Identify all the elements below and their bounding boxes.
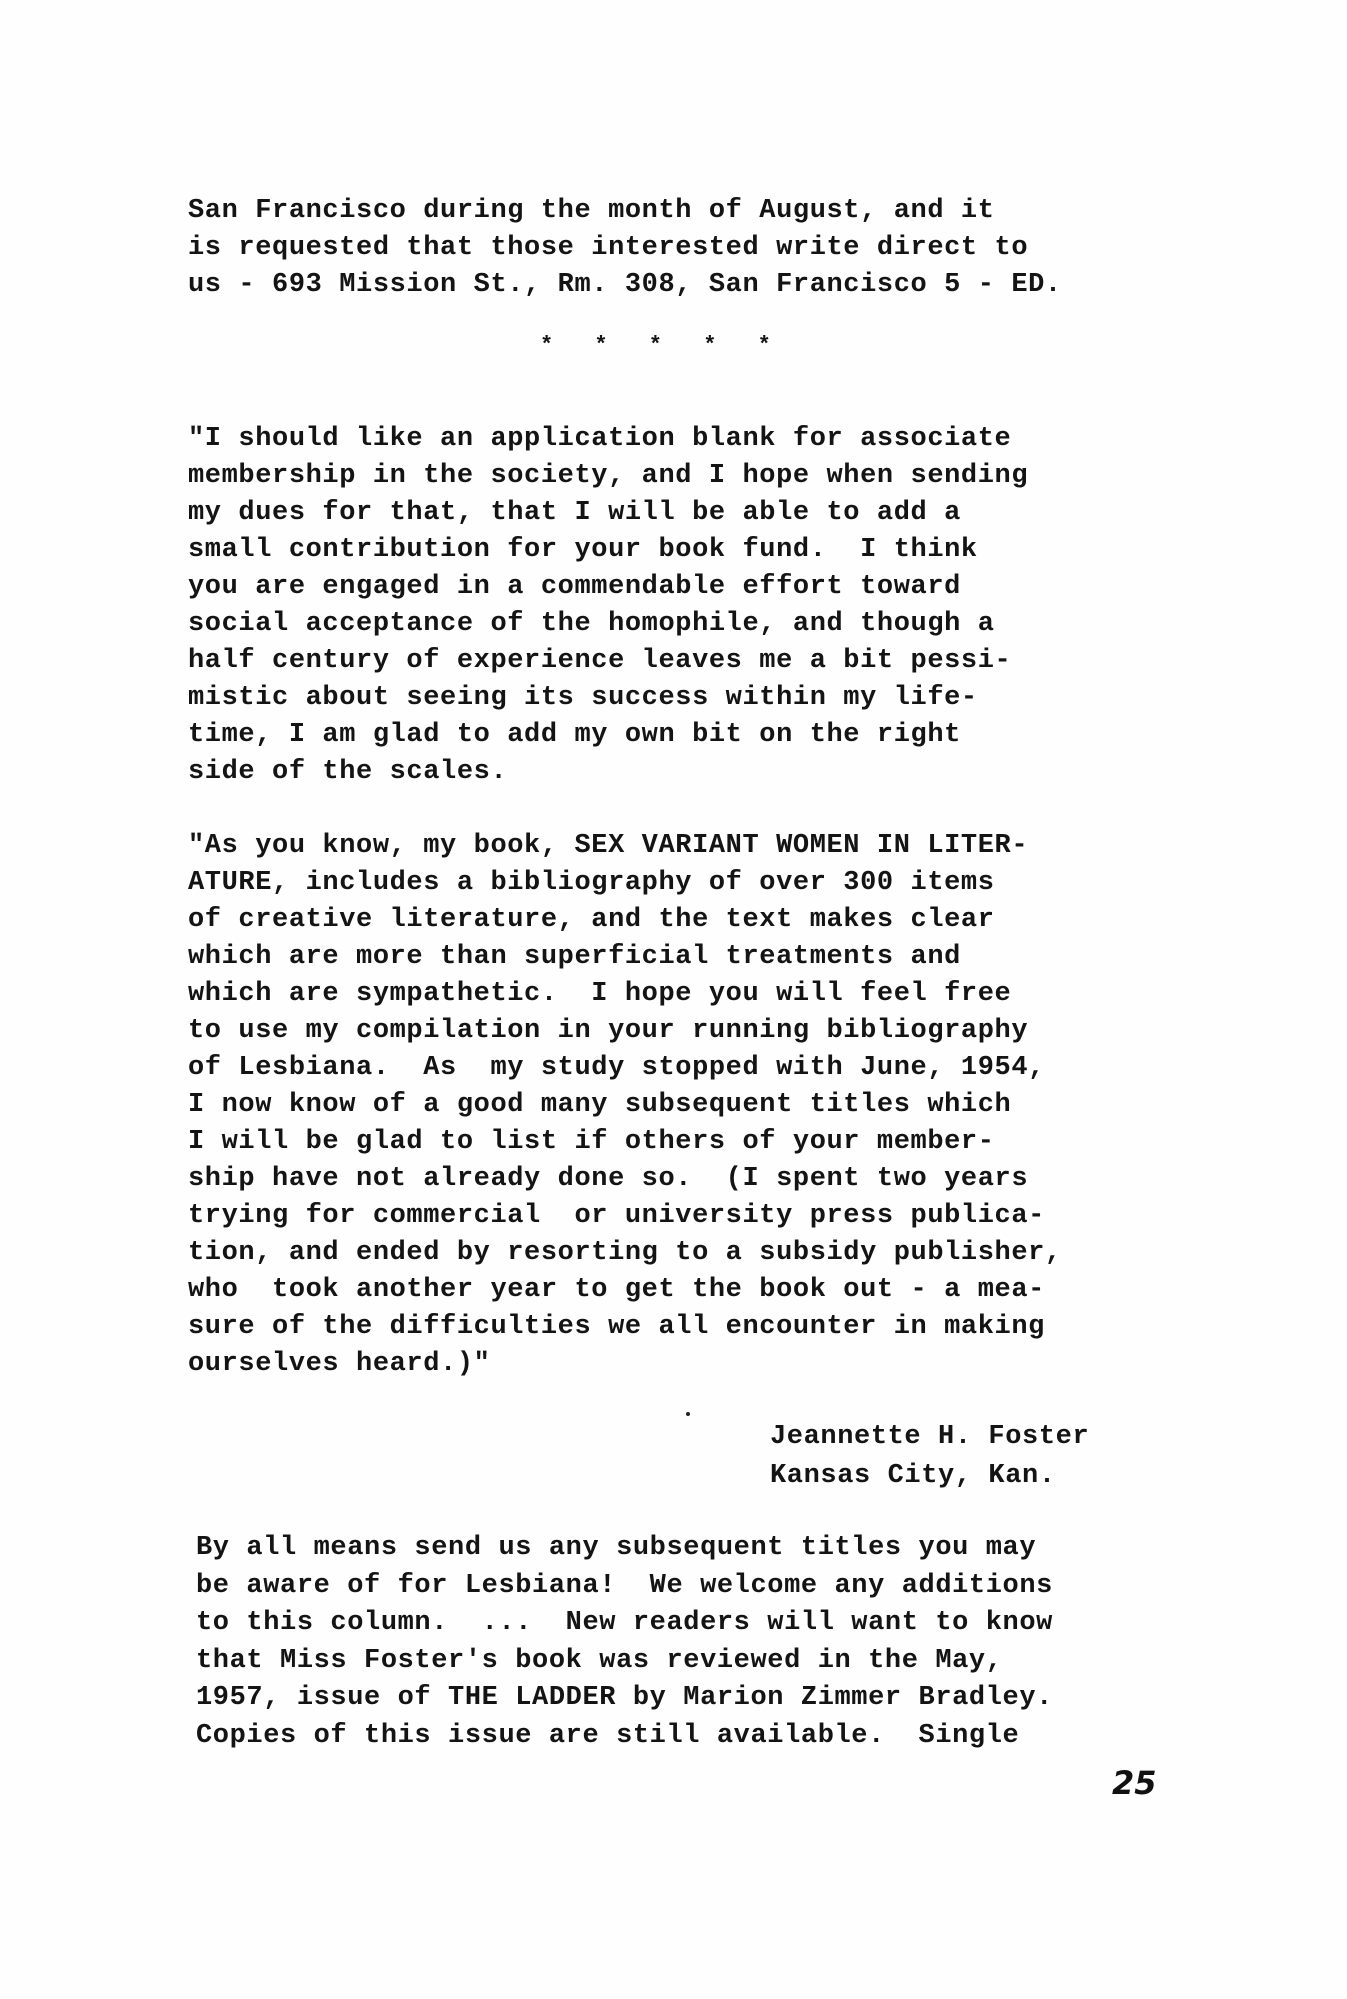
text-line: I now know of a good many subsequent titles which [188, 1090, 1012, 1120]
signature-name: Jeannette H. Foster [770, 1422, 1090, 1452]
text-line: mistic about seeing its success within my life- [188, 683, 978, 713]
signature-location: Kansas City, Kan. [770, 1461, 1056, 1491]
text-line: I will be glad to list if others of your member- [188, 1127, 995, 1157]
text-line: Copies of this issue are still available. Single [196, 1720, 1020, 1751]
text-line: is requested that those interested write direct to [188, 233, 1029, 263]
text-line: San Francisco during the month of August, and it [188, 196, 995, 226]
text-line: you are engaged in a commendable effort toward [188, 572, 961, 602]
text-line: tion, and ended by resorting to a subsidy publisher, [188, 1238, 1062, 1268]
text-line: ATURE, includes a bibliography of over 300 items [188, 868, 995, 898]
text-line: small contribution for your book fund. I think [188, 535, 978, 565]
section-separator: * * * * * [540, 333, 785, 358]
text-line: time, I am glad to add my own bit on the right [188, 720, 961, 750]
text-line: my dues for that, that I will be able to add a [188, 498, 961, 528]
text-line: which are sympathetic. I hope you will feel free [188, 979, 1012, 1009]
text-line: to use my compilation in your running bibliography [188, 1016, 1029, 1046]
text-line: social acceptance of the homophile, and though a [188, 609, 995, 639]
text-line: side of the scales. [188, 757, 508, 787]
text-line: ourselves heard.)" [188, 1349, 491, 1379]
letter-signature [770, 1418, 1170, 1496]
ink-speck [686, 1412, 690, 1416]
text-line: of creative literature, and the text makes clear [188, 905, 995, 935]
text-line: trying for commercial or university press publica- [188, 1201, 1045, 1231]
text-line: ship have not already done so. (I spent two years [188, 1164, 1029, 1194]
text-line: to this column. ... New readers will want to know [196, 1608, 1053, 1638]
intro-paragraph [188, 193, 1188, 304]
text-line: who took another year to get the book out - a mea- [188, 1275, 1045, 1305]
page-number: 25 [1112, 1764, 1157, 1802]
text-line: us - 693 Mission St., Rm. 308, San Francisco 5 - ED. [188, 270, 1062, 300]
text-line: sure of the difficulties we all encounter in making [188, 1312, 1045, 1342]
letter-paragraph-1 [188, 421, 1188, 791]
text-line: half century of experience leaves me a bit pessi- [188, 646, 1012, 676]
text-line: that Miss Foster's book was reviewed in the May, [196, 1645, 1003, 1676]
text-line: which are more than superficial treatments and [188, 942, 961, 972]
editor-reply-paragraph [196, 1530, 1196, 1755]
text-line: "I should like an application blank for associate [188, 424, 1012, 454]
text-line: 1957, issue of THE LADDER by Marion Zimmer Bradley. [196, 1683, 1053, 1713]
text-line: membership in the society, and I hope when sending [188, 461, 1029, 491]
text-line: By all means send us any subsequent titles you may [196, 1533, 1037, 1563]
text-line: be aware of for Lesbiana! We welcome any additions [196, 1570, 1053, 1601]
letter-paragraph-2 [188, 828, 1188, 1383]
text-line: "As you know, my book, SEX VARIANT WOMEN IN LITER- [188, 831, 1029, 861]
text-line: of Lesbiana. As my study stopped with June, 1954, [188, 1053, 1045, 1083]
